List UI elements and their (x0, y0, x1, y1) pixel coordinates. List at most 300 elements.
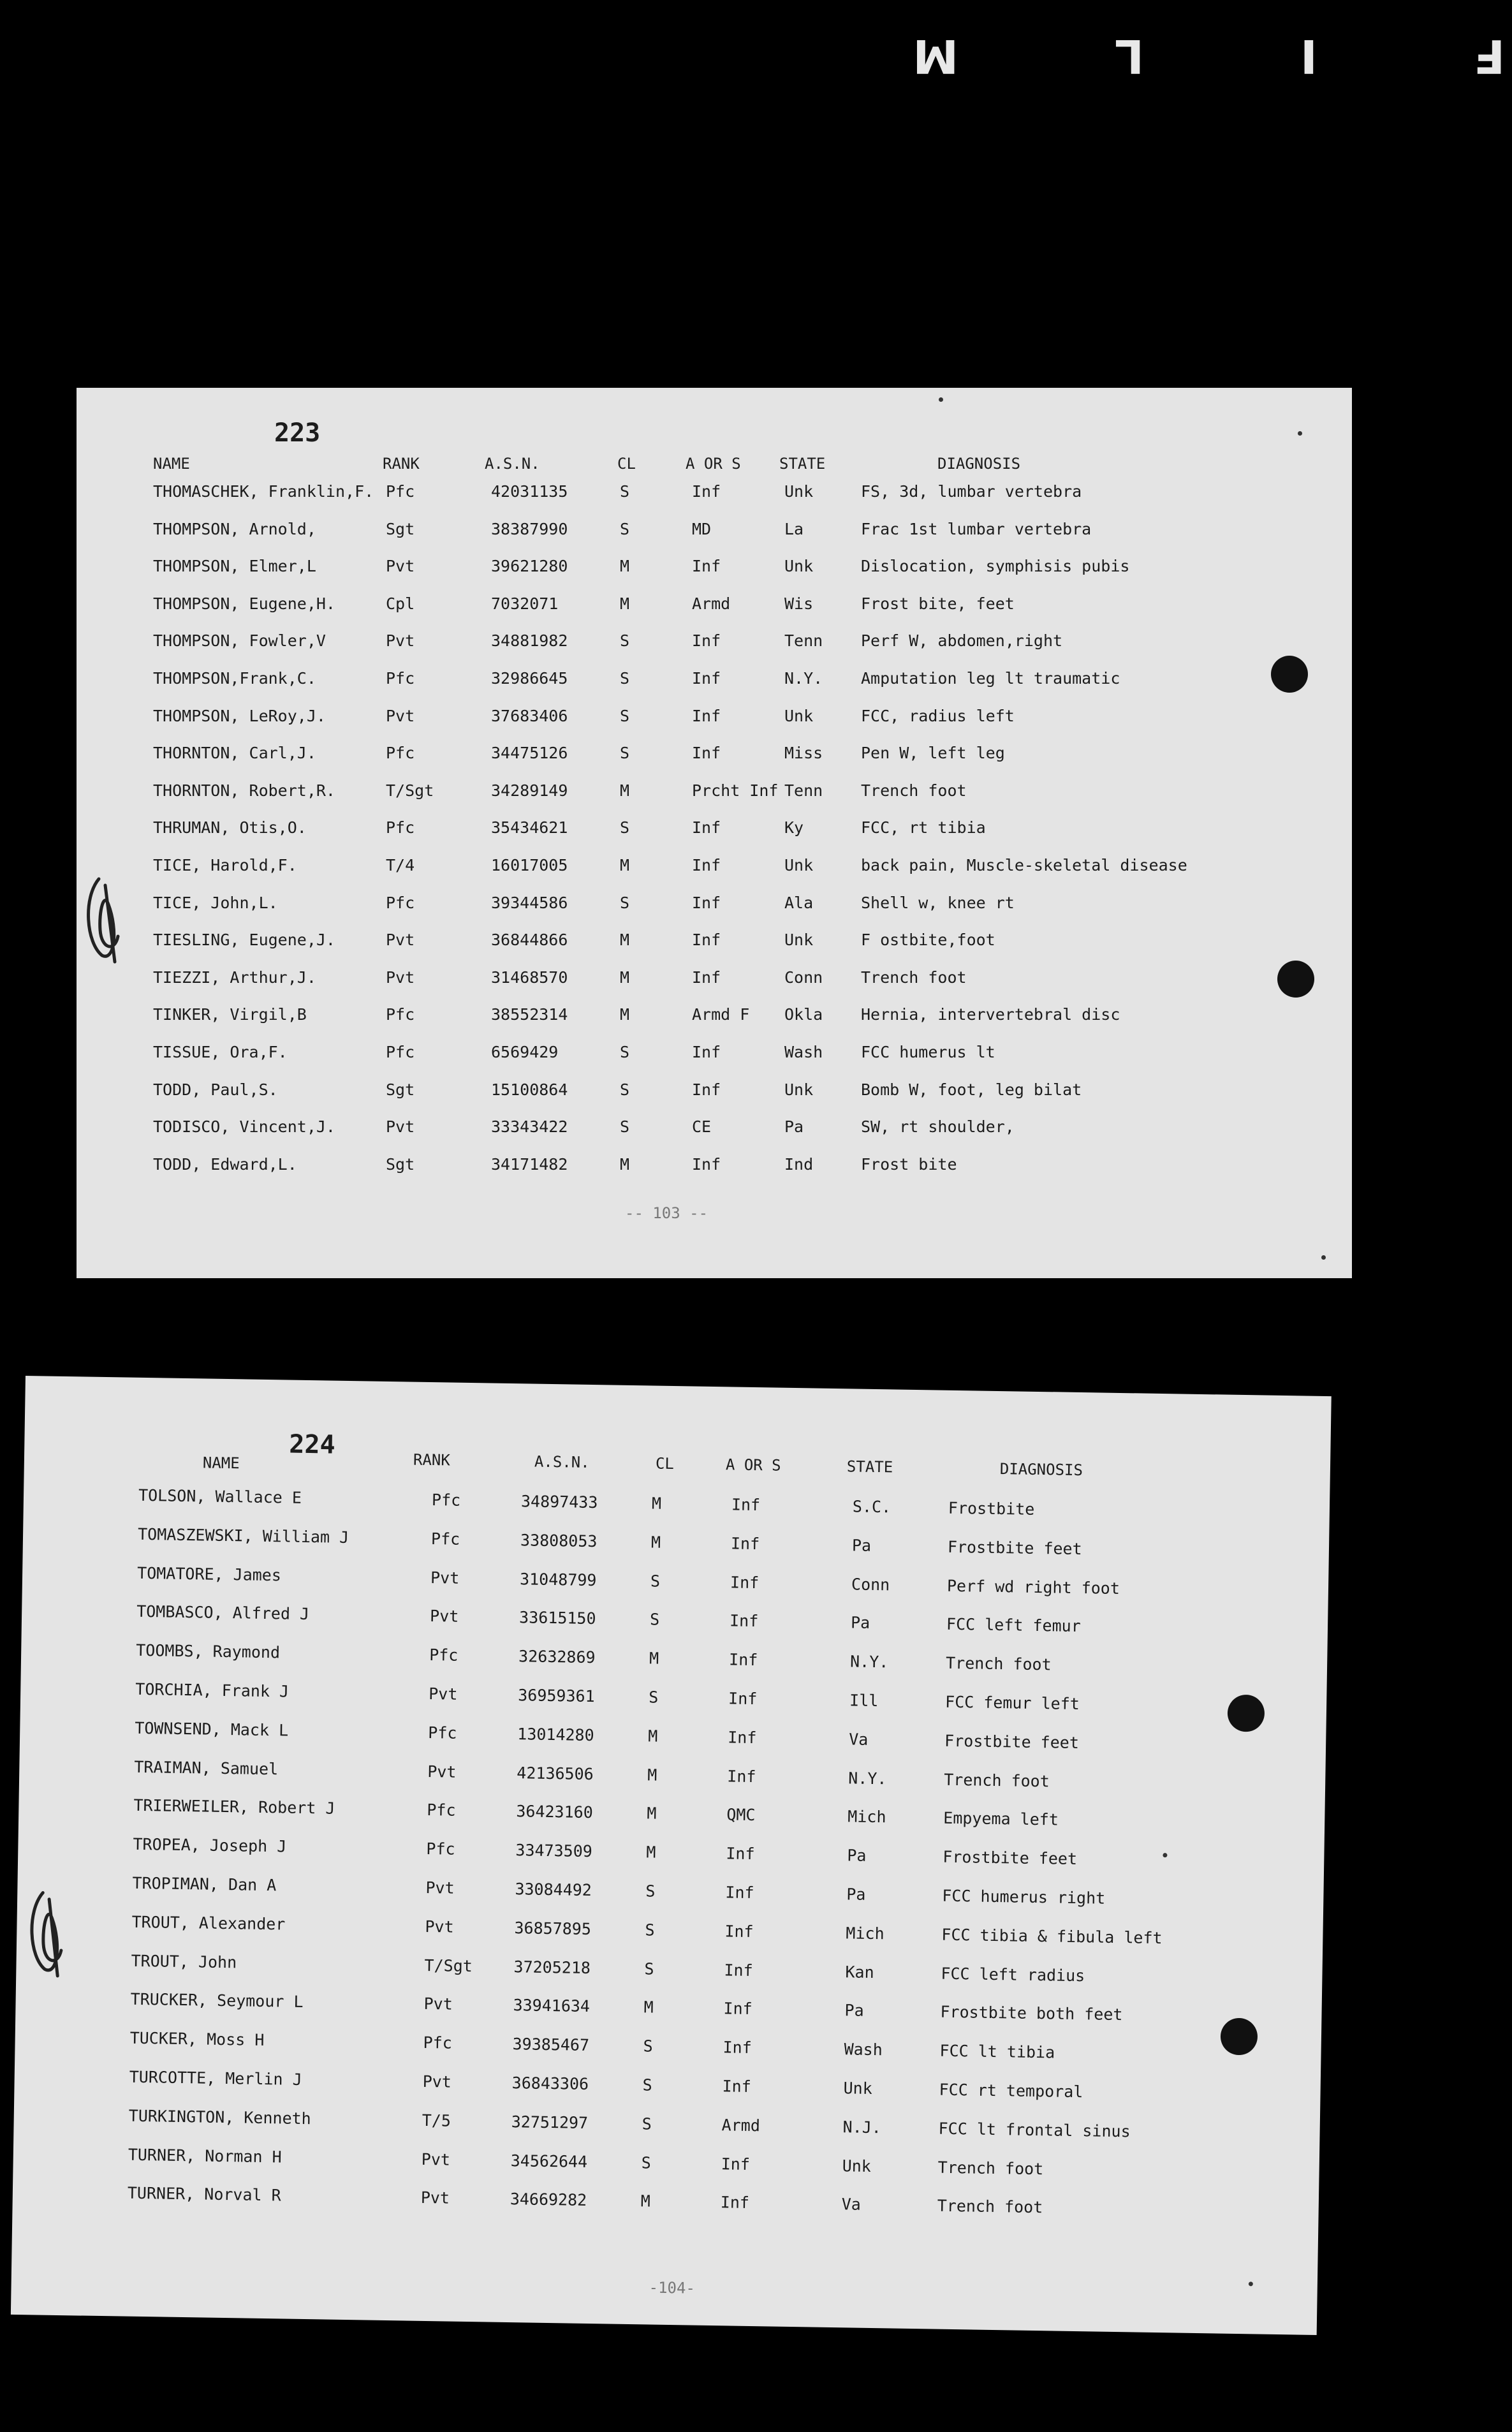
column-header-diagnosis: DIAGNOSIS (999, 1460, 1083, 1480)
cell-rank: T/Sgt (386, 781, 434, 800)
cell-aors: Inf (730, 1534, 760, 1553)
cell-asn: 35434621 (491, 818, 568, 837)
cell-state: Unk (784, 482, 814, 501)
cell-asn: 33808053 (520, 1531, 598, 1551)
cell-state: Conn (851, 1574, 890, 1594)
cell-state: Tenn (784, 631, 823, 651)
cell-name: TURCOTTE, Merlin J (129, 2067, 302, 2089)
cell-asn: 39344586 (491, 893, 568, 912)
cell-state: Pa (846, 1885, 866, 1904)
cell-state: Pa (850, 1613, 870, 1633)
cell-state: Va (848, 1730, 869, 1749)
cell-name: TINKER, Virgil,B (153, 1005, 307, 1024)
cell-name: TOWNSEND, Mack L (135, 1718, 289, 1740)
table-row (77, 1117, 1352, 1149)
punch-hole (1271, 656, 1308, 693)
cell-aors: Inf (728, 1689, 758, 1709)
page-footer: -104- (649, 2278, 696, 2297)
cell-rank: Pvt (423, 1994, 453, 2014)
cell-diagnosis: FCC left femur (946, 1615, 1081, 1636)
cell-diagnosis: Frost bite (861, 1154, 957, 1174)
cell-cl: M (651, 1494, 662, 1513)
cell-cl: S (649, 1610, 660, 1630)
cell-cl: S (620, 1080, 630, 1099)
cell-cl: M (640, 2192, 651, 2211)
cell-state: Miss (784, 744, 823, 763)
cell-asn: 36857895 (514, 1918, 592, 1938)
cell-rank: Pfc (423, 2033, 453, 2052)
cell-name: THOMPSON, Eugene,H. (153, 594, 335, 613)
cell-diagnosis: FCC, radius left (861, 706, 1015, 725)
cell-aors: Inf (692, 968, 721, 987)
cell-aors: MD (692, 519, 712, 538)
cell-state: Unk (784, 557, 814, 576)
cell-aors: Inf (692, 557, 721, 576)
cell-rank: Sgt (386, 1154, 415, 1174)
cell-asn: 33941634 (513, 1996, 591, 2016)
cell-cl: M (646, 1843, 656, 1862)
cell-asn: 32751297 (511, 2112, 589, 2132)
cell-cl: M (620, 931, 630, 950)
cell-cl: S (620, 631, 630, 651)
cell-name: TROUT, Alexander (131, 1912, 286, 1934)
cell-state: Unk (784, 931, 814, 950)
cell-name: TICE, Harold,F. (153, 856, 297, 874)
cell-cl: M (647, 1765, 657, 1785)
column-header-cl: CL (617, 455, 636, 473)
cell-diagnosis: Frostbite feet (944, 1731, 1080, 1752)
cell-cl: S (620, 669, 630, 688)
cell-diagnosis: Amputation leg lt traumatic (861, 669, 1120, 688)
cell-aors: Inf (728, 1728, 757, 1747)
cell-diagnosis: FCC femur left (944, 1692, 1080, 1714)
cell-state: Pa (851, 1536, 872, 1555)
cell-name: TIESLING, Eugene,J. (153, 931, 335, 950)
cell-state: Okla (784, 1005, 823, 1024)
column-header-rank: RANK (413, 1450, 451, 1470)
cell-aors: Inf (692, 706, 721, 725)
cell-rank: Pvt (427, 1762, 457, 1781)
cell-name: THOMPSON, Elmer,L (153, 557, 316, 576)
record-card-224 (11, 1376, 1332, 2335)
column-header-rank: RANK (383, 455, 420, 473)
cell-rank: Pfc (429, 1646, 459, 1665)
cell-aors: Inf (725, 1883, 754, 1903)
column-header-aors: A OR S (686, 455, 741, 473)
cell-name: TOMASZEWSKI, William J (137, 1524, 349, 1547)
table-row (77, 781, 1352, 813)
cell-cl: S (620, 744, 630, 763)
cell-asn: 33084492 (515, 1880, 592, 1900)
cell-name: TOMATORE, James (136, 1563, 282, 1584)
cell-name: TICE, John,L. (153, 893, 278, 912)
cell-aors: Inf (692, 931, 721, 950)
cell-aors: Prcht Inf (692, 781, 779, 800)
cell-rank: Pvt (421, 2149, 451, 2169)
cell-diagnosis: Bomb W, foot, leg bilat (861, 1080, 1082, 1099)
cell-cl: S (644, 1959, 654, 1979)
cell-asn: 36959361 (518, 1686, 595, 1706)
cell-name: TROPEA, Joseph J (133, 1834, 287, 1856)
cell-cl: S (620, 818, 630, 837)
cell-aors: CE (692, 1117, 712, 1137)
cell-diagnosis: Pen W, left leg (861, 744, 1005, 763)
ink-dot (939, 397, 943, 402)
column-header-name: NAME (202, 1454, 240, 1473)
cell-asn: 34897433 (520, 1492, 598, 1512)
cell-name: TOMBASCO, Alfred J (136, 1602, 310, 1624)
cell-aors: Armd (692, 594, 731, 613)
column-header-state: STATE (779, 455, 826, 473)
cell-name: TODD, Paul,S. (153, 1080, 278, 1099)
cell-name: THOMPSON,Frank,C. (153, 669, 316, 688)
page-number: 223 (274, 418, 321, 448)
table-row (77, 931, 1352, 962)
cell-rank: Pfc (386, 744, 415, 763)
cell-cl: S (645, 1920, 655, 1940)
cell-asn: 42031135 (491, 482, 568, 501)
cell-rank: Pvt (386, 706, 415, 725)
cell-diagnosis: Trench foot (944, 1770, 1050, 1790)
cell-name: TODISCO, Vincent,J. (153, 1117, 335, 1137)
cell-cl: S (620, 482, 630, 501)
cell-diagnosis: FCC tibia & fibula left (941, 1925, 1163, 1947)
cell-diagnosis: Empyema left (943, 1809, 1059, 1829)
table-row (77, 856, 1352, 888)
cell-aors: Inf (724, 1960, 753, 1980)
cell-cl: M (643, 1998, 654, 2017)
cell-name: TROUT, John (131, 1951, 237, 1971)
cell-aors: Inf (692, 893, 721, 912)
cell-diagnosis: Perf wd right foot (946, 1576, 1120, 1598)
cell-diagnosis: Shell w, knee rt (861, 893, 1015, 912)
cell-cl: M (620, 856, 630, 874)
cell-state: La (784, 519, 804, 538)
cell-cl: S (650, 1572, 661, 1591)
table-row (77, 669, 1352, 701)
punch-hole (1277, 961, 1314, 998)
column-header-name: NAME (153, 455, 190, 473)
cell-diagnosis: FCC rt temporal (939, 2080, 1083, 2102)
cell-rank: Pfc (386, 1043, 415, 1061)
cell-aors: Inf (721, 2154, 751, 2174)
cell-name: TIEZZI, Arthur,J. (153, 968, 316, 987)
cell-asn: 31048799 (519, 1569, 597, 1589)
cell-rank: T/5 (422, 2111, 451, 2130)
cell-diagnosis: Trench foot (945, 1653, 1052, 1674)
cell-cl: M (648, 1727, 658, 1746)
cell-name: TURNER, Norval R (127, 2184, 281, 2205)
handwritten-mark (22, 1886, 75, 1982)
ink-dot (1321, 1255, 1326, 1260)
cell-aors: Inf (692, 818, 721, 837)
cell-rank: Pvt (422, 2072, 452, 2091)
cell-state: N.Y. (848, 1768, 887, 1788)
cell-state: Pa (784, 1117, 804, 1137)
cell-state: Pa (844, 2001, 864, 2021)
cell-name: THORNTON, Robert,R. (153, 781, 335, 800)
cell-aors: Inf (724, 1922, 754, 1941)
cell-cl: S (620, 519, 630, 538)
cell-cl: M (647, 1804, 657, 1824)
cell-name: THRUMAN, Otis,O. (153, 818, 307, 837)
cell-aors: Inf (730, 1572, 760, 1592)
cell-state: Wash (784, 1043, 823, 1061)
handwritten-mark (80, 873, 131, 968)
cell-asn: 13014280 (517, 1724, 594, 1744)
cell-diagnosis: FCC lt frontal sinus (938, 2119, 1131, 2141)
cell-state: Tenn (784, 781, 823, 800)
cell-rank: Pvt (429, 1684, 458, 1704)
cell-diagnosis: F ostbite,foot (861, 931, 995, 950)
cell-aors: Inf (726, 1844, 755, 1864)
cell-state: Unk (784, 1080, 814, 1099)
cell-state: N.Y. (849, 1652, 889, 1672)
cell-asn: 39621280 (491, 557, 568, 576)
cell-name: TRAIMAN, Samuel (134, 1757, 279, 1778)
cell-cl: M (620, 781, 630, 800)
cell-aors: Armd (721, 2116, 761, 2135)
cell-diagnosis: FCC left radius (941, 1964, 1085, 1985)
table-row (77, 744, 1352, 776)
column-header-diagnosis: DIAGNOSIS (937, 455, 1021, 473)
column-header-asn: A.S.N. (534, 1452, 590, 1471)
cell-cl: M (620, 968, 630, 987)
cell-state: N.J. (842, 2118, 882, 2137)
cell-asn: 15100864 (491, 1080, 568, 1099)
cell-asn: 38387990 (491, 519, 568, 538)
cell-rank: Pvt (386, 557, 415, 576)
column-header-asn: A.S.N. (485, 455, 540, 473)
cell-aors: Inf (692, 1154, 721, 1174)
cell-rank: Pfc (386, 1005, 415, 1024)
cell-aors: Inf (692, 482, 721, 501)
cell-rank: T/Sgt (424, 1956, 473, 1975)
cell-asn: 34669282 (510, 2190, 587, 2210)
cell-name: THOMPSON, Fowler,V (153, 631, 326, 651)
table-row (77, 1080, 1352, 1112)
cell-asn: 36843306 (511, 2074, 589, 2094)
cell-asn: 34171482 (491, 1154, 568, 1174)
cell-diagnosis: FCC humerus lt (861, 1043, 995, 1061)
cell-asn: 37683406 (491, 706, 568, 725)
page-number: 224 (289, 1429, 335, 1460)
cell-name: TRUCKER, Seymour L (130, 1990, 304, 2012)
table-row (77, 707, 1352, 739)
cell-diagnosis: Frostbite feet (943, 1847, 1078, 1869)
cell-rank: Pvt (386, 931, 415, 950)
cell-asn: 6569429 (491, 1043, 559, 1061)
table-row (77, 557, 1352, 589)
cell-name: TURKINGTON, Kenneth (128, 2106, 311, 2128)
table-row (77, 1155, 1352, 1187)
cell-rank: Pfc (386, 893, 415, 912)
cell-rank: Pfc (386, 482, 415, 501)
cell-rank: Pfc (426, 1839, 455, 1859)
table-row (77, 594, 1352, 626)
cell-state: Pa (847, 1846, 867, 1865)
cell-name: THOMPSON, Arnold, (153, 519, 316, 538)
cell-state: Conn (784, 968, 823, 987)
cell-aors: Inf (692, 631, 721, 651)
cell-state: Mich (846, 1924, 884, 1943)
cell-state: S.C. (852, 1497, 892, 1517)
cell-rank: Pfc (427, 1801, 456, 1820)
cell-diagnosis: FS, 3d, lumbar vertebra (861, 482, 1082, 501)
cell-state: Ky (784, 818, 804, 837)
cell-state: Va (841, 2195, 862, 2215)
cell-asn: 33343422 (491, 1117, 568, 1137)
cell-rank: Pfc (430, 1529, 460, 1549)
column-header-state: STATE (846, 1457, 893, 1477)
cell-rank: Pvt (386, 968, 415, 987)
cell-cl: M (649, 1649, 659, 1668)
cell-cl: M (620, 557, 630, 576)
cell-diagnosis: back pain, Muscle-skeletal disease (861, 856, 1187, 874)
cell-state: Unk (842, 2156, 872, 2176)
cell-name: TUCKER, Moss H (129, 2028, 265, 2050)
cell-rank: Pvt (425, 1878, 455, 1898)
cell-aors: Inf (692, 1043, 721, 1061)
cell-diagnosis: Dislocation, symphisis pubis (861, 557, 1130, 576)
table-row (77, 1005, 1352, 1037)
table-row (77, 482, 1352, 514)
cell-cl: S (643, 2037, 653, 2056)
cell-asn: 34289149 (491, 781, 568, 800)
cell-state: Wash (844, 2040, 883, 2060)
record-card-223 (77, 388, 1352, 1278)
cell-name: TOLSON, Wallace E (138, 1485, 302, 1507)
cell-aors: QMC (726, 1805, 756, 1825)
cell-state: Kan (845, 1962, 874, 1982)
cell-diagnosis: Frostbite (948, 1498, 1035, 1519)
cell-cl: S (642, 2075, 652, 2095)
cell-cl: M (650, 1533, 661, 1552)
cell-cl: S (645, 1882, 656, 1901)
cell-asn: 31468570 (491, 968, 568, 987)
cell-cl: S (642, 2114, 652, 2134)
cell-rank: Pfc (431, 1491, 461, 1510)
cell-name: THOMPSON, LeRoy,J. (153, 706, 326, 725)
cell-state: Ala (784, 893, 814, 912)
cell-name: TOOMBS, Raymond (136, 1640, 281, 1662)
ink-dot (1298, 431, 1302, 436)
cell-diagnosis: Frostbite both feet (940, 2003, 1123, 2024)
cell-diagnosis: FCC lt tibia (939, 2041, 1055, 2062)
cell-state: Unk (784, 706, 814, 725)
cell-diagnosis: Hernia, intervertebral disc (861, 1005, 1120, 1024)
cell-asn: 33473509 (515, 1841, 593, 1861)
cell-aors: Inf (727, 1766, 756, 1786)
cell-asn: 39385467 (512, 2035, 590, 2055)
cell-cl: M (620, 1154, 630, 1174)
cell-diagnosis: FCC, rt tibia (861, 818, 986, 837)
cell-diagnosis: Frostbite feet (947, 1537, 1082, 1558)
cell-aors: Inf (731, 1495, 761, 1515)
cell-asn: 32986645 (491, 669, 568, 688)
cell-rank: Pfc (386, 669, 415, 688)
cell-asn: 42136506 (517, 1763, 594, 1783)
cell-diagnosis: Trench foot (937, 2158, 1044, 2178)
ink-dot (1249, 2281, 1253, 2286)
cell-cl: S (641, 2153, 652, 2172)
cell-diagnosis: Perf W, abdomen,right (861, 631, 1063, 651)
cell-asn: 33615150 (518, 1608, 596, 1628)
table-row (77, 631, 1352, 663)
cell-state: Wis (784, 594, 814, 613)
table-row (77, 818, 1352, 850)
cell-name: TROPIMAN, Dan A (132, 1873, 277, 1895)
cell-asn: 34881982 (491, 631, 568, 651)
cell-state: N.Y. (784, 669, 823, 688)
cell-state: Unk (784, 856, 814, 874)
cell-cl: S (648, 1688, 659, 1707)
cell-rank: Pfc (428, 1723, 457, 1743)
cell-rank: Pvt (425, 1917, 454, 1936)
cell-cl: S (620, 706, 630, 725)
cell-diagnosis: Frost bite, feet (861, 594, 1015, 613)
cell-name: TODD, Edward,L. (153, 1154, 297, 1174)
cell-aors: Inf (728, 1650, 758, 1670)
cell-diagnosis: Trench foot (861, 781, 967, 800)
cell-aors: Armd F (692, 1005, 750, 1024)
cell-state: Mich (848, 1807, 886, 1827)
table-row (77, 968, 1352, 1000)
cell-aors: Inf (723, 2038, 752, 2058)
film-label: F I L M (842, 29, 1505, 83)
cell-aors: Inf (723, 1999, 752, 2019)
cell-name: TISSUE, Ora,F. (153, 1043, 288, 1061)
cell-rank: Pvt (386, 1117, 415, 1137)
cell-cl: M (620, 1005, 630, 1024)
cell-cl: S (620, 1043, 630, 1061)
cell-aors: Inf (692, 669, 721, 688)
cell-rank: Cpl (386, 594, 415, 613)
cell-aors: Inf (692, 1080, 721, 1099)
column-header-cl: CL (655, 1454, 675, 1473)
cell-cl: S (620, 1117, 630, 1137)
cell-rank: Sgt (386, 519, 415, 538)
ink-dot (1163, 1853, 1167, 1857)
column-header-aors: A OR S (725, 1456, 781, 1475)
cell-aors: Inf (720, 2193, 750, 2213)
cell-rank: Pvt (430, 1568, 460, 1588)
cell-diagnosis: Trench foot (937, 2197, 1043, 2217)
cell-aors: Inf (692, 856, 721, 874)
cell-name: THOMASCHEK, Franklin,F. (153, 482, 374, 501)
cell-state: Ill (849, 1691, 879, 1711)
cell-asn: 37205218 (513, 1957, 591, 1977)
cell-asn: 7032071 (491, 594, 559, 613)
cell-asn: 34562644 (510, 2151, 588, 2171)
cell-asn: 16017005 (491, 856, 568, 874)
cell-rank: T/4 (386, 856, 415, 874)
cell-rank: Pfc (386, 818, 415, 837)
cell-diagnosis: SW, rt shoulder, (861, 1117, 1015, 1137)
cell-asn: 34475126 (491, 744, 568, 763)
cell-cl: M (620, 594, 630, 613)
cell-asn: 36423160 (516, 1802, 594, 1822)
cell-diagnosis: FCC humerus right (942, 1886, 1106, 1908)
table-row (77, 1043, 1352, 1075)
table-row (77, 520, 1352, 552)
cell-state: Ind (784, 1154, 814, 1174)
cell-cl: S (620, 893, 630, 912)
cell-asn: 32632869 (518, 1647, 596, 1667)
cell-name: TRIERWEILER, Robert J (133, 1796, 335, 1818)
cell-rank: Sgt (386, 1080, 415, 1099)
cell-name: TORCHIA, Frank J (135, 1679, 290, 1701)
